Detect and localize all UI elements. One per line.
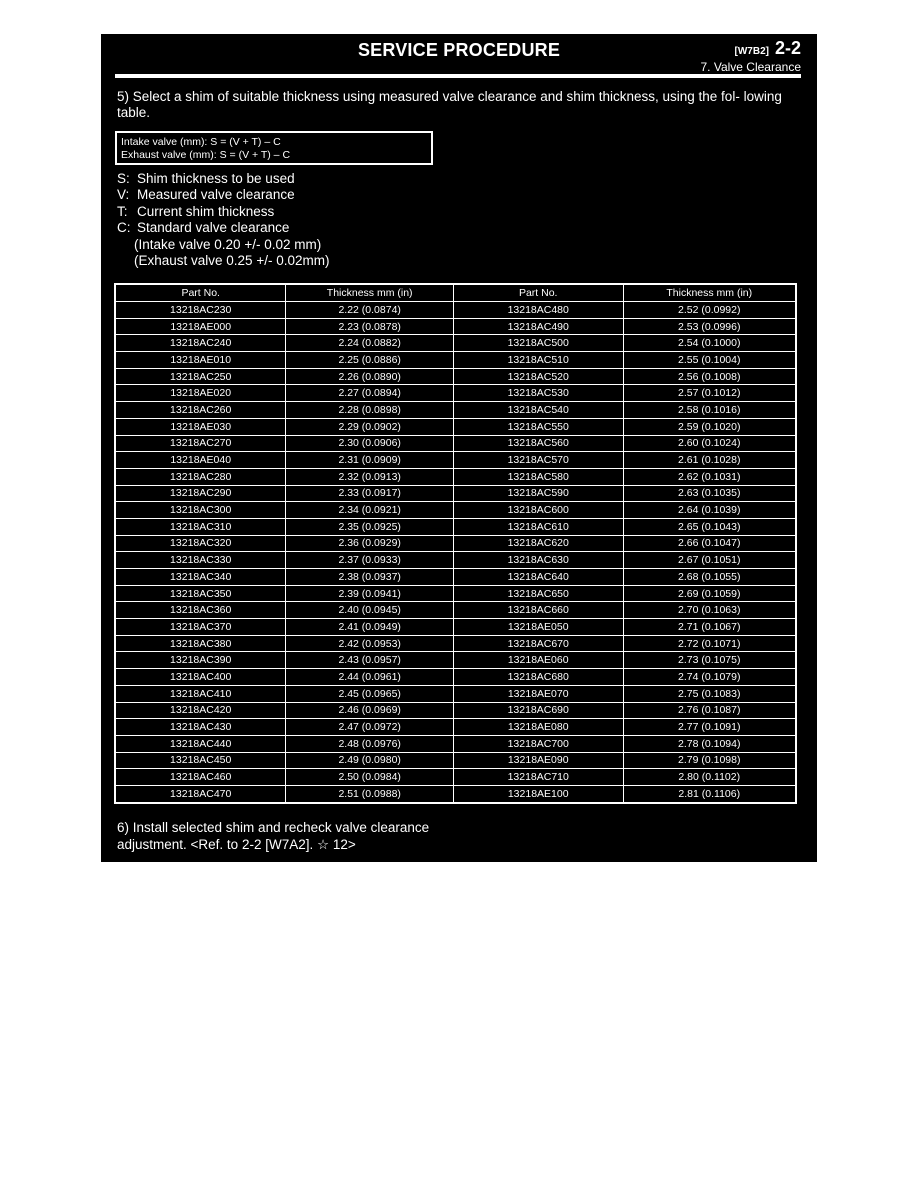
thickness-cell: 2.81 (0.1106) — [623, 785, 796, 802]
thickness-cell: 2.28 (0.0898) — [286, 402, 454, 419]
thickness-cell: 2.72 (0.1071) — [623, 635, 796, 652]
table-row — [115, 569, 796, 586]
legend-text: Current shim thickness — [137, 203, 275, 219]
part-number-cell: 13218AC680 — [453, 669, 623, 686]
table-row — [115, 368, 796, 385]
part-number-cell: 13218AC280 — [115, 468, 286, 485]
part-number-cell: 13218AC230 — [115, 302, 286, 319]
thickness-cell: 2.52 (0.0992) — [623, 302, 796, 319]
thickness-cell: 2.55 (0.1004) — [623, 352, 796, 369]
thickness-cell: 2.40 (0.0945) — [286, 602, 454, 619]
thickness-cell: 2.26 (0.0890) — [286, 368, 454, 385]
part-number-cell: 13218AC650 — [453, 585, 623, 602]
header-divider — [115, 74, 801, 78]
thickness-cell: 2.64 (0.1039) — [623, 502, 796, 519]
table-row — [115, 402, 796, 419]
exhaust-formula: Exhaust valve (mm): S = (V + T) – C — [121, 149, 291, 161]
table-row — [115, 619, 796, 636]
thickness-cell: 2.59 (0.1020) — [623, 418, 796, 435]
part-number-cell: 13218AC610 — [453, 518, 623, 535]
part-number-cell: 13218AC380 — [115, 635, 286, 652]
legend-item-v — [117, 187, 329, 203]
part-number-cell: 13218AC570 — [453, 452, 623, 469]
section-title: 7. Valve Clearance — [700, 60, 801, 74]
table-row — [115, 752, 796, 769]
thickness-cell: 2.66 (0.1047) — [623, 535, 796, 552]
part-number-cell: 13218AC660 — [453, 602, 623, 619]
legend-item-c — [117, 220, 329, 236]
legend-symbol: C: — [117, 220, 131, 236]
table-row — [115, 635, 796, 652]
thickness-cell: 2.56 (0.1008) — [623, 368, 796, 385]
part-number-cell: 13218AE060 — [453, 652, 623, 669]
part-number-cell: 13218AC700 — [453, 735, 623, 752]
part-number-cell: 13218AC420 — [115, 702, 286, 719]
part-number-cell: 13218AC400 — [115, 669, 286, 686]
part-number-cell: 13218AC590 — [453, 485, 623, 502]
table-row — [115, 352, 796, 369]
part-number-cell: 13218AC690 — [453, 702, 623, 719]
part-number-cell: 13218AC670 — [453, 635, 623, 652]
thickness-cell: 2.23 (0.0878) — [286, 318, 454, 335]
legend-symbol: T: — [117, 203, 128, 219]
step-5-text: 5) Select a shim of suitable thickness using measured valve clearance and shim thickness, using the fol- lowing table. — [117, 89, 782, 120]
part-number-cell: 13218AC460 — [115, 769, 286, 786]
thickness-cell: 2.80 (0.1102) — [623, 769, 796, 786]
thickness-cell: 2.51 (0.0988) — [286, 785, 454, 802]
thickness-cell: 2.27 (0.0894) — [286, 385, 454, 402]
part-number-cell: 13218AC240 — [115, 335, 286, 352]
thickness-cell: 2.61 (0.1028) — [623, 452, 796, 469]
table-body — [115, 302, 796, 803]
intake-formula: Intake valve (mm): S = (V + T) – C — [121, 136, 281, 148]
thickness-cell: 2.69 (0.1059) — [623, 585, 796, 602]
part-number-cell: 13218AC480 — [453, 302, 623, 319]
thickness-cell: 2.43 (0.0957) — [286, 652, 454, 669]
part-number-cell: 13218AC530 — [453, 385, 623, 402]
legend-text: Measured valve clearance — [137, 187, 295, 203]
part-number-cell: 13218AC370 — [115, 619, 286, 636]
table-row — [115, 685, 796, 702]
table-row — [115, 552, 796, 569]
step-6-text — [117, 819, 429, 853]
part-number-cell: 13218AC250 — [115, 368, 286, 385]
part-number-cell: 13218AC620 — [453, 535, 623, 552]
table-row — [115, 535, 796, 552]
part-number-cell: 13218AE010 — [115, 352, 286, 369]
table-row — [115, 335, 796, 352]
thickness-cell: 2.35 (0.0925) — [286, 518, 454, 535]
table-row — [115, 385, 796, 402]
table-row — [115, 585, 796, 602]
part-number-cell: 13218AC600 — [453, 502, 623, 519]
part-number-cell: 13218AC710 — [453, 769, 623, 786]
table-row — [115, 769, 796, 786]
thickness-cell: 2.79 (0.1098) — [623, 752, 796, 769]
table-row — [115, 735, 796, 752]
shim-thickness-table — [114, 283, 797, 804]
thickness-cell: 2.32 (0.0913) — [286, 468, 454, 485]
part-number-cell: 13218AC360 — [115, 602, 286, 619]
thickness-cell: 2.30 (0.0906) — [286, 435, 454, 452]
part-number-cell: 13218AE070 — [453, 685, 623, 702]
thickness-cell: 2.77 (0.1091) — [623, 719, 796, 736]
thickness-cell: 2.63 (0.1035) — [623, 485, 796, 502]
part-number-cell: 13218AE030 — [115, 418, 286, 435]
part-number-cell: 13218AC310 — [115, 518, 286, 535]
part-number-cell: 13218AE100 — [453, 785, 623, 802]
thickness-cell: 2.68 (0.1055) — [623, 569, 796, 586]
thickness-cell: 2.29 (0.0902) — [286, 418, 454, 435]
thickness-cell: 2.70 (0.1063) — [623, 602, 796, 619]
legend-text: Shim thickness to be used — [137, 171, 295, 186]
thickness-cell: 2.24 (0.0882) — [286, 335, 454, 352]
part-number-cell: 13218AC290 — [115, 485, 286, 502]
thickness-cell: 2.53 (0.0996) — [623, 318, 796, 335]
part-number-cell: 13218AC510 — [453, 352, 623, 369]
part-number-cell: 13218AC320 — [115, 535, 286, 552]
legend-text: Standard valve clearance — [137, 220, 290, 236]
thickness-cell: 2.22 (0.0874) — [286, 302, 454, 319]
table-row — [115, 602, 796, 619]
thickness-cell: 2.42 (0.0953) — [286, 635, 454, 652]
thickness-cell: 2.60 (0.1024) — [623, 435, 796, 452]
thickness-cell: 2.48 (0.0976) — [286, 735, 454, 752]
formula-box — [115, 131, 433, 165]
table-row — [115, 485, 796, 502]
column-header: Thickness mm (in) — [286, 284, 454, 302]
step-6-line-1: 6) Install selected shim and recheck valve clearance — [117, 820, 430, 835]
service-procedure-page — [101, 34, 817, 862]
part-number-cell: 13218AC330 — [115, 552, 286, 569]
thickness-cell: 2.76 (0.1087) — [623, 702, 796, 719]
thickness-cell: 2.38 (0.0937) — [286, 569, 454, 586]
thickness-cell: 2.46 (0.0969) — [286, 702, 454, 719]
legend-symbol: V: — [117, 187, 130, 203]
part-number-cell: 13218AC520 — [453, 368, 623, 385]
intake-standard: (Intake valve 0.20 +/- 0.02 mm) — [134, 236, 322, 252]
thickness-cell: 2.74 (0.1079) — [623, 669, 796, 686]
part-number-cell: 13218AE090 — [453, 752, 623, 769]
column-header: Thickness mm (in) — [623, 284, 796, 302]
part-number-cell: 13218AC390 — [115, 652, 286, 669]
thickness-cell: 2.65 (0.1043) — [623, 518, 796, 535]
table-row — [115, 785, 796, 802]
table-row — [115, 318, 796, 335]
part-number-cell: 13218AC580 — [453, 468, 623, 485]
legend-symbol: S: — [117, 171, 130, 186]
part-number-cell: 13218AE040 — [115, 452, 286, 469]
table-row — [115, 418, 796, 435]
thickness-cell: 2.73 (0.1075) — [623, 652, 796, 669]
variable-legend — [117, 171, 329, 269]
column-header: Part No. — [115, 284, 286, 302]
table-row — [115, 435, 796, 452]
part-number-cell: 13218AC500 — [453, 335, 623, 352]
table-row — [115, 702, 796, 719]
thickness-cell: 2.58 (0.1016) — [623, 402, 796, 419]
table-row — [115, 302, 796, 319]
part-number-cell: 13218AC340 — [115, 569, 286, 586]
thickness-cell: 2.34 (0.0921) — [286, 502, 454, 519]
table-row — [115, 502, 796, 519]
part-number-cell: 13218AC430 — [115, 719, 286, 736]
part-number-cell: 13218AC350 — [115, 585, 286, 602]
thickness-cell: 2.50 (0.0984) — [286, 769, 454, 786]
table-header-row — [115, 284, 796, 302]
part-number-cell: 13218AC260 — [115, 402, 286, 419]
column-header: Part No. — [453, 284, 623, 302]
page-title: SERVICE PROCEDURE — [357, 40, 561, 60]
part-number-cell: 13218AC550 — [453, 418, 623, 435]
thickness-cell: 2.39 (0.0941) — [286, 585, 454, 602]
thickness-cell: 2.44 (0.0961) — [286, 669, 454, 686]
exhaust-standard: (Exhaust valve 0.25 +/- 0.02mm) — [134, 253, 330, 269]
part-number-cell: 13218AC560 — [453, 435, 623, 452]
thickness-cell: 2.54 (0.1000) — [623, 335, 796, 352]
page-number: 2-2 — [774, 38, 801, 58]
part-number-cell: 13218AC440 — [115, 735, 286, 752]
thickness-cell: 2.78 (0.1094) — [623, 735, 796, 752]
thickness-cell: 2.41 (0.0949) — [286, 619, 454, 636]
part-number-cell: 13218AC640 — [453, 569, 623, 586]
thickness-cell: 2.71 (0.1067) — [623, 619, 796, 636]
table-row — [115, 719, 796, 736]
part-number-cell: 13218AC410 — [115, 685, 286, 702]
part-number-cell: 13218AC450 — [115, 752, 286, 769]
thickness-cell: 2.45 (0.0965) — [286, 685, 454, 702]
thickness-cell: 2.57 (0.1012) — [623, 385, 796, 402]
part-number-cell: 13218AC630 — [453, 552, 623, 569]
thickness-cell: 2.37 (0.0933) — [286, 552, 454, 569]
part-number-cell: 13218AC540 — [453, 402, 623, 419]
part-number-cell: 13218AE050 — [453, 619, 623, 636]
thickness-cell: 2.67 (0.1051) — [623, 552, 796, 569]
thickness-cell: 2.47 (0.0972) — [286, 719, 454, 736]
thickness-cell: 2.36 (0.0929) — [286, 535, 454, 552]
thickness-cell: 2.75 (0.1083) — [623, 685, 796, 702]
table-row — [115, 652, 796, 669]
part-number-cell: 13218AC470 — [115, 785, 286, 802]
page-header-ref — [701, 38, 802, 74]
procedure-code: [W7B2] — [734, 46, 769, 57]
part-number-cell: 13218AE080 — [453, 719, 623, 736]
thickness-cell: 2.31 (0.0909) — [286, 452, 454, 469]
thickness-cell: 2.62 (0.1031) — [623, 468, 796, 485]
legend-item-t — [117, 204, 329, 220]
table-row — [115, 669, 796, 686]
part-number-cell: 13218AE020 — [115, 385, 286, 402]
part-number-cell: 13218AC490 — [453, 318, 623, 335]
legend-item-s — [117, 171, 329, 187]
part-number-cell: 13218AE000 — [115, 318, 286, 335]
table-row — [115, 468, 796, 485]
thickness-cell: 2.49 (0.0980) — [286, 752, 454, 769]
table-row — [115, 518, 796, 535]
table-row — [115, 452, 796, 469]
thickness-cell: 2.33 (0.0917) — [286, 485, 454, 502]
step-6-line-2: adjustment. <Ref. to 2-2 [W7A2]. ☆ 12> — [117, 837, 356, 852]
part-number-cell: 13218AC270 — [115, 435, 286, 452]
thickness-cell: 2.25 (0.0886) — [286, 352, 454, 369]
part-number-cell: 13218AC300 — [115, 502, 286, 519]
